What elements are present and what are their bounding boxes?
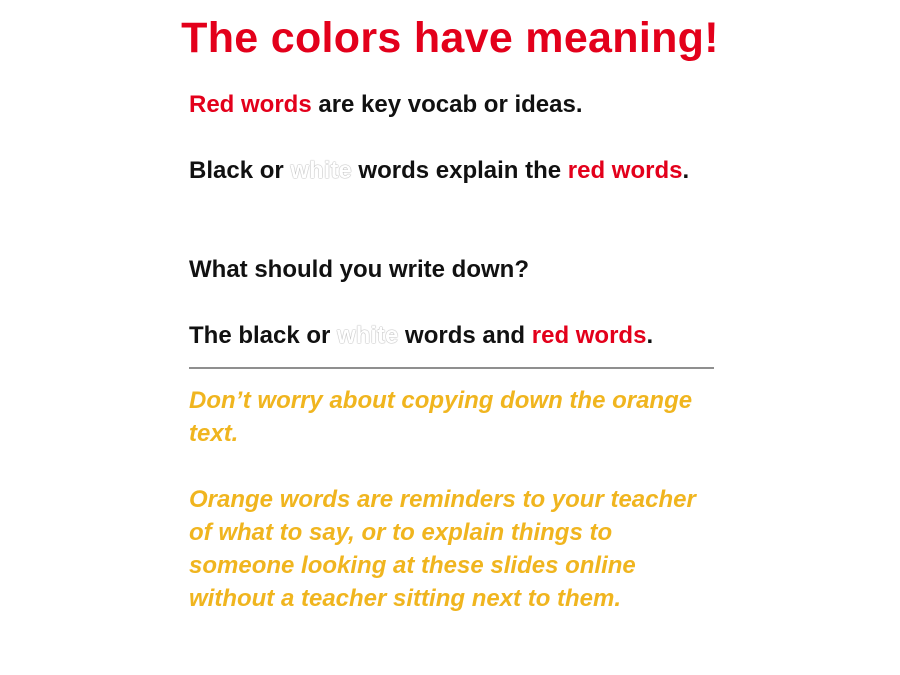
paragraph-text: . xyxy=(646,322,654,349)
white-word: white xyxy=(290,157,352,184)
paragraph-text: are key vocab or ideas. xyxy=(311,91,583,118)
red-words-highlight: red words xyxy=(531,322,647,349)
divider-line xyxy=(189,367,714,369)
paragraph-question: What should you write down? xyxy=(189,256,529,283)
paragraph-text: words explain the xyxy=(351,157,568,184)
red-words-highlight: Red words xyxy=(189,91,312,118)
orange-note: Don’t worry about copying down the orange text. xyxy=(189,387,693,447)
paragraph-red-words xyxy=(189,88,583,121)
paragraph-text: The black or xyxy=(189,322,338,349)
white-word: white xyxy=(337,322,399,349)
paragraph-black-white-words xyxy=(189,154,689,187)
slide-title: The colors have meaning! xyxy=(181,14,719,62)
paragraph-text: . xyxy=(682,157,690,184)
paragraph-answer xyxy=(189,319,653,352)
paragraph-text: Black or xyxy=(189,157,291,184)
red-words-highlight: red words xyxy=(567,157,683,184)
paragraph-text: words and xyxy=(398,322,532,349)
orange-note: Orange words are reminders to your teacher of what to say, or to explain things to someone looking at these slides online without a teacher sitting next to them. xyxy=(189,486,696,612)
